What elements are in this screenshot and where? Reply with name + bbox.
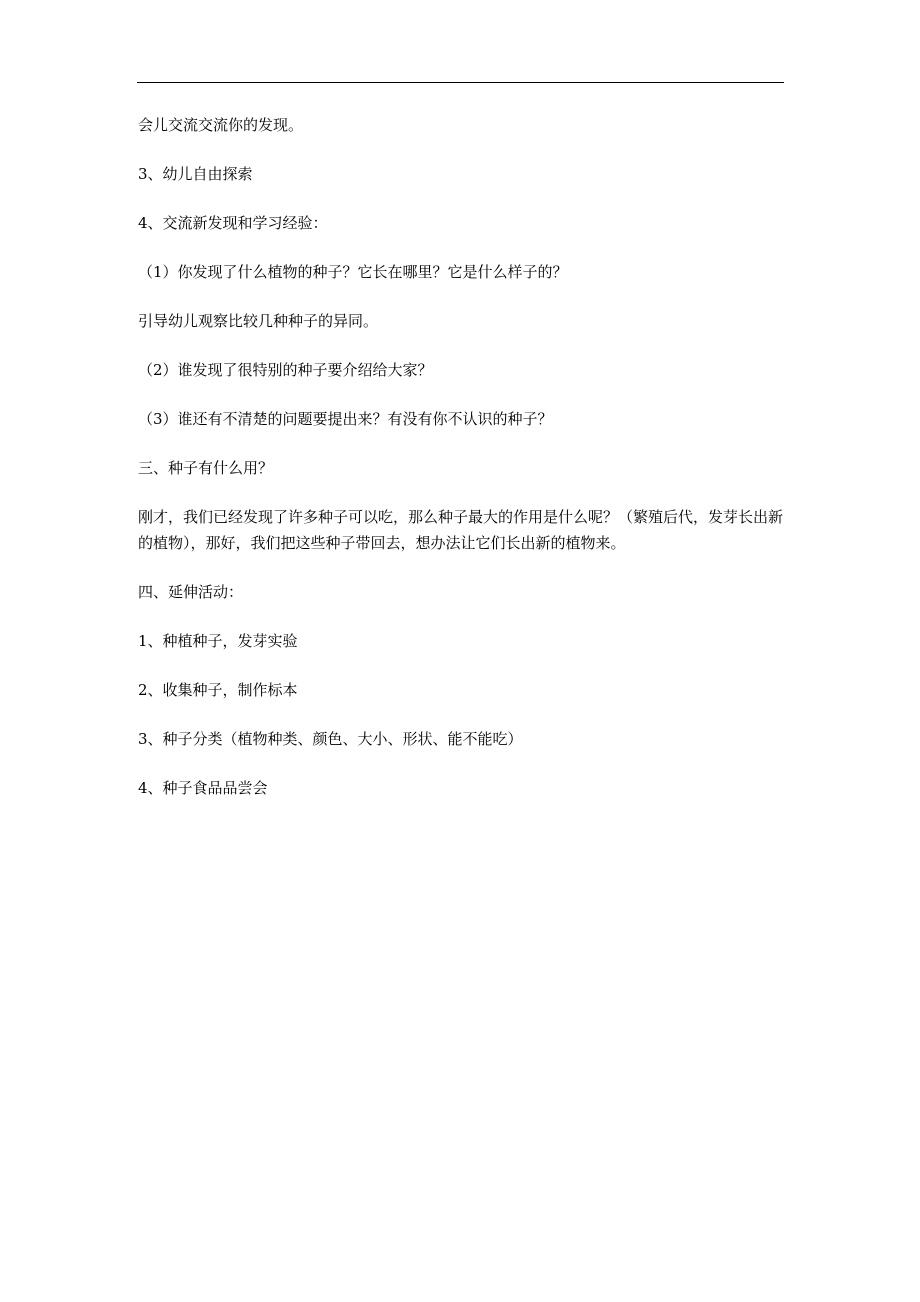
section-heading-4: 四、延伸活动： — [138, 583, 244, 601]
list-item-extension-3: 3、种子分类（植物种类、颜色、大小、形状、能不能吃） — [138, 730, 523, 748]
list-item-extension-2: 2、收集种子，制作标本 — [138, 681, 298, 699]
paragraph-discussion: 刚才，我们已经发现了许多种子可以吃，那么种子最大的作用是什么呢？（繁殖后代，发芽长出新的植物），那好，我们把这些种子带回去，想办法让它们长出新的植物来。 — [138, 508, 784, 552]
paragraph-guide: 引导幼儿观察比较几种种子的异同。 — [138, 312, 379, 330]
list-item-extension-1: 1、种植种子，发芽实验 — [138, 632, 298, 650]
list-item-extension-4: 4、种子食品品尝会 — [138, 779, 268, 797]
paragraph-question-3: （3）谁还有不清楚的问题要提出来？有没有你不认识的种子？ — [138, 410, 553, 428]
paragraph-step-3: 3、幼儿自由探索 — [138, 165, 253, 183]
section-heading-3: 三、种子有什么用？ — [138, 459, 274, 477]
header-rule — [137, 82, 784, 83]
paragraph-step-4: 4、交流新发现和学习经验： — [138, 214, 328, 232]
paragraph-continuation: 会儿交流交流你的发现。 — [138, 116, 304, 134]
paragraph-question-1: （1）你发现了什么植物的种子？它长在哪里？它是什么样子的？ — [138, 263, 568, 281]
document-body — [138, 112, 788, 824]
paragraph-question-2: （2）谁发现了很特别的种子要介绍给大家？ — [138, 361, 433, 379]
